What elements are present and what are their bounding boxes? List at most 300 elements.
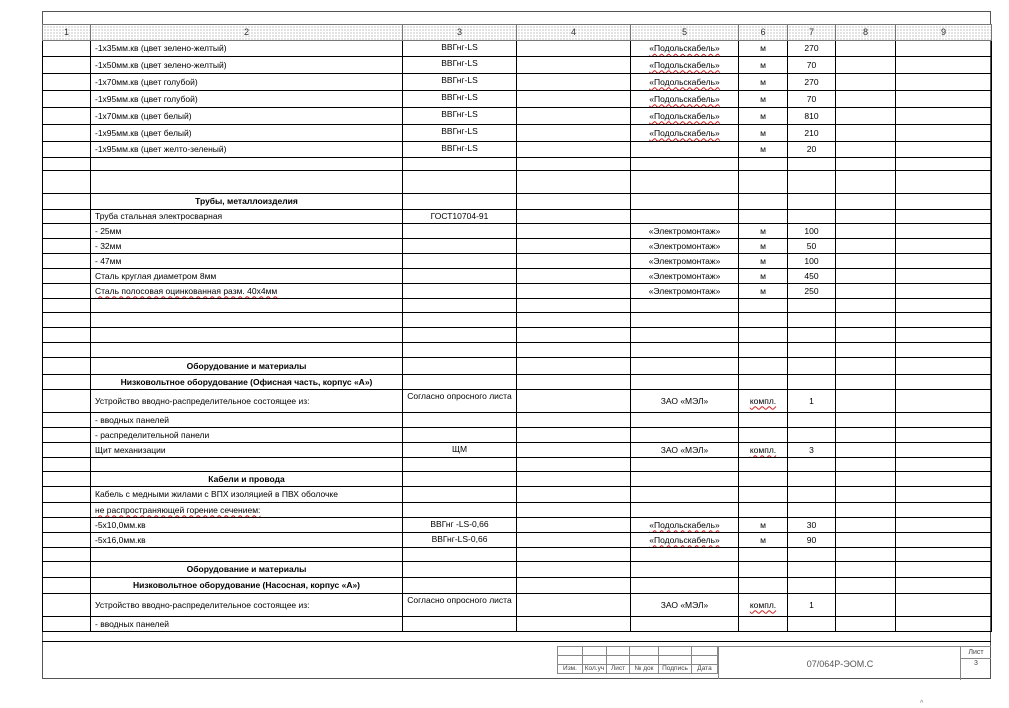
cell-position bbox=[43, 210, 91, 224]
cell-note bbox=[896, 239, 992, 254]
cell-mark bbox=[403, 487, 517, 503]
cell-note bbox=[896, 578, 992, 594]
cell-mark: ВВГнг-LS bbox=[403, 74, 517, 91]
cell-unit bbox=[739, 578, 788, 594]
table-row bbox=[43, 224, 992, 239]
cell-name: Кабель с медными жилами с ВПХ изоляцией в ПВХ оболочке bbox=[91, 487, 403, 503]
cell-maker bbox=[631, 413, 739, 428]
cell-name: -5х10,0мм.кв bbox=[91, 518, 403, 533]
stamp-label: Кол.уч bbox=[583, 665, 607, 674]
cell-qty bbox=[788, 617, 836, 632]
table-row bbox=[43, 413, 992, 428]
cell-mark bbox=[403, 413, 517, 428]
cell-code bbox=[517, 125, 631, 142]
table-row bbox=[43, 125, 992, 142]
stamp-cell bbox=[607, 647, 630, 656]
cell-name: Трубы, металлоизделия bbox=[91, 194, 403, 210]
cell-unit: компл. bbox=[739, 443, 788, 458]
cell-unit: м bbox=[739, 108, 788, 125]
table-row bbox=[43, 503, 992, 518]
cell-code bbox=[517, 158, 631, 171]
cell-position bbox=[43, 158, 91, 171]
cell-mark: ВВГнг-LS bbox=[403, 91, 517, 108]
cell-name: Оборудование и материалы bbox=[91, 358, 403, 375]
cell-code bbox=[517, 210, 631, 224]
cell-unit bbox=[739, 375, 788, 390]
cell-code bbox=[517, 428, 631, 443]
cell-note bbox=[896, 194, 992, 210]
cell-unit bbox=[739, 210, 788, 224]
cell-code bbox=[517, 533, 631, 548]
column-number-row bbox=[43, 25, 992, 41]
document-code: 07/064Р-ЭОМ.С bbox=[806, 659, 874, 669]
cell-mass bbox=[836, 617, 896, 632]
specification-body bbox=[43, 25, 992, 632]
cell-maker: «Подольскабель» bbox=[631, 91, 739, 108]
cell-mark bbox=[403, 328, 517, 343]
cell-qty bbox=[788, 158, 836, 171]
cell-mark bbox=[403, 158, 517, 171]
cell-unit: компл. bbox=[739, 390, 788, 413]
cell-maker: «Электромонтаж» bbox=[631, 224, 739, 239]
cell-code bbox=[517, 358, 631, 375]
cell-name: Низковольтное оборудование (Насосная, корпус «А») bbox=[91, 578, 403, 594]
cell-code bbox=[517, 413, 631, 428]
cell-note bbox=[896, 142, 992, 158]
cell-qty: 250 bbox=[788, 284, 836, 299]
cell-mass bbox=[836, 594, 896, 617]
cell-qty: 270 bbox=[788, 41, 836, 57]
cell-mark bbox=[403, 375, 517, 390]
cell-name: -1х95мм.кв (цвет голубой) bbox=[91, 91, 403, 108]
cell-name bbox=[91, 171, 403, 194]
table-row bbox=[43, 284, 992, 299]
table-row bbox=[43, 313, 992, 328]
cell-position bbox=[43, 57, 91, 74]
cell-mark: Согласно опросного листа bbox=[403, 594, 517, 617]
cell-code bbox=[517, 518, 631, 533]
cell-qty bbox=[788, 343, 836, 358]
cell-maker bbox=[631, 458, 739, 472]
cell-unit: м bbox=[739, 254, 788, 269]
cell-mark bbox=[403, 239, 517, 254]
cell-mass bbox=[836, 458, 896, 472]
table-row bbox=[43, 171, 992, 194]
column-number: 2 bbox=[91, 25, 403, 41]
stamp-label: № док bbox=[630, 665, 659, 674]
cell-note bbox=[896, 428, 992, 443]
table-row bbox=[43, 299, 992, 313]
cell-unit bbox=[739, 562, 788, 578]
cell-unit bbox=[739, 343, 788, 358]
cell-qty bbox=[788, 503, 836, 518]
cell-mass bbox=[836, 74, 896, 91]
cell-mark bbox=[403, 562, 517, 578]
cell-note bbox=[896, 284, 992, 299]
cell-position bbox=[43, 617, 91, 632]
cell-mass bbox=[836, 57, 896, 74]
cell-maker bbox=[631, 142, 739, 158]
cell-unit bbox=[739, 158, 788, 171]
cell-maker: «Электромонтаж» bbox=[631, 239, 739, 254]
cell-unit: м bbox=[739, 533, 788, 548]
cell-mass bbox=[836, 171, 896, 194]
cell-maker bbox=[631, 472, 739, 487]
cell-mark: ЩМ bbox=[403, 443, 517, 458]
stamp-label: Изм. bbox=[558, 665, 583, 674]
cell-note bbox=[896, 375, 992, 390]
stamp-cell bbox=[630, 647, 659, 656]
cell-mass bbox=[836, 194, 896, 210]
cell-mass bbox=[836, 313, 896, 328]
cell-maker: «Электромонтаж» bbox=[631, 254, 739, 269]
cell-position bbox=[43, 358, 91, 375]
cell-unit bbox=[739, 313, 788, 328]
table-row bbox=[43, 254, 992, 269]
cell-mass bbox=[836, 562, 896, 578]
cell-note bbox=[896, 472, 992, 487]
cell-unit: м bbox=[739, 284, 788, 299]
cell-position bbox=[43, 533, 91, 548]
corner-mark: ^ bbox=[920, 700, 924, 707]
stamp-label: Подпись bbox=[659, 665, 692, 674]
table-row bbox=[43, 343, 992, 358]
cell-qty bbox=[788, 562, 836, 578]
table-row bbox=[43, 487, 992, 503]
cell-name bbox=[91, 158, 403, 171]
stamp-cell bbox=[558, 656, 583, 665]
column-number: 9 bbox=[896, 25, 992, 41]
cell-mass bbox=[836, 503, 896, 518]
cell-code bbox=[517, 328, 631, 343]
cell-position bbox=[43, 74, 91, 91]
cell-mass bbox=[836, 428, 896, 443]
cell-mass bbox=[836, 269, 896, 284]
cell-position bbox=[43, 224, 91, 239]
cell-mass bbox=[836, 254, 896, 269]
cell-maker: ЗАО «МЭЛ» bbox=[631, 390, 739, 413]
cell-maker: «Подольскабель» bbox=[631, 41, 739, 57]
cell-name: Кабели и провода bbox=[91, 472, 403, 487]
cell-mark: ВВГнг-LS-0,66 bbox=[403, 533, 517, 548]
table-row bbox=[43, 533, 992, 548]
cell-name: - вводных панелей bbox=[91, 413, 403, 428]
cell-note bbox=[896, 328, 992, 343]
cell-note bbox=[896, 254, 992, 269]
cell-maker bbox=[631, 358, 739, 375]
cell-unit bbox=[739, 428, 788, 443]
cell-position bbox=[43, 91, 91, 108]
cell-code bbox=[517, 74, 631, 91]
cell-unit: м bbox=[739, 57, 788, 74]
cell-name: Оборудование и материалы bbox=[91, 562, 403, 578]
cell-position bbox=[43, 458, 91, 472]
cell-mass bbox=[836, 548, 896, 562]
cell-note bbox=[896, 443, 992, 458]
cell-position bbox=[43, 313, 91, 328]
cell-mass bbox=[836, 284, 896, 299]
cell-mark: ВВГнг-LS bbox=[403, 57, 517, 74]
cell-note bbox=[896, 210, 992, 224]
table-row bbox=[43, 158, 992, 171]
cell-mark: ВВГнг-LS bbox=[403, 108, 517, 125]
cell-code bbox=[517, 390, 631, 413]
cell-mark bbox=[403, 428, 517, 443]
cell-qty: 1 bbox=[788, 594, 836, 617]
cell-note bbox=[896, 108, 992, 125]
cell-maker bbox=[631, 375, 739, 390]
cell-position bbox=[43, 142, 91, 158]
cell-unit bbox=[739, 472, 788, 487]
section-row bbox=[43, 375, 992, 390]
cell-code bbox=[517, 299, 631, 313]
cell-position bbox=[43, 269, 91, 284]
cell-unit bbox=[739, 328, 788, 343]
cell-position bbox=[43, 503, 91, 518]
stamp-divider bbox=[42, 641, 991, 642]
cell-position bbox=[43, 578, 91, 594]
cell-unit: компл. bbox=[739, 594, 788, 617]
column-number: 5 bbox=[631, 25, 739, 41]
cell-maker: ЗАО «МЭЛ» bbox=[631, 594, 739, 617]
cell-code bbox=[517, 91, 631, 108]
cell-position bbox=[43, 239, 91, 254]
cell-note bbox=[896, 458, 992, 472]
cell-name: - 32мм bbox=[91, 239, 403, 254]
cell-position bbox=[43, 284, 91, 299]
cell-maker bbox=[631, 617, 739, 632]
section-row bbox=[43, 358, 992, 375]
table-row bbox=[43, 328, 992, 343]
cell-qty bbox=[788, 328, 836, 343]
cell-mass bbox=[836, 328, 896, 343]
cell-code bbox=[517, 57, 631, 74]
revision-stamp bbox=[557, 646, 718, 674]
cell-qty: 100 bbox=[788, 254, 836, 269]
cell-qty bbox=[788, 210, 836, 224]
table-row bbox=[43, 594, 992, 617]
cell-qty: 90 bbox=[788, 533, 836, 548]
cell-maker bbox=[631, 487, 739, 503]
stamp-cell bbox=[607, 656, 630, 665]
cell-unit: м bbox=[739, 74, 788, 91]
cell-name: - 47мм bbox=[91, 254, 403, 269]
table-row bbox=[43, 239, 992, 254]
cell-mass bbox=[836, 343, 896, 358]
cell-qty: 70 bbox=[788, 57, 836, 74]
stamp-row bbox=[558, 665, 718, 674]
cell-qty bbox=[788, 413, 836, 428]
cell-name: Устройство вводно-распределительное состоящее из: bbox=[91, 390, 403, 413]
cell-mark bbox=[403, 313, 517, 328]
cell-maker bbox=[631, 210, 739, 224]
sheet-number: 3 bbox=[974, 660, 978, 667]
cell-position bbox=[43, 413, 91, 428]
cell-position bbox=[43, 548, 91, 562]
cell-name bbox=[91, 328, 403, 343]
cell-qty: 50 bbox=[788, 239, 836, 254]
cell-name: Труба стальная электросварная bbox=[91, 210, 403, 224]
cell-maker bbox=[631, 548, 739, 562]
specification-table bbox=[42, 24, 992, 632]
stamp-label: Лист bbox=[607, 665, 630, 674]
table-row bbox=[43, 41, 992, 57]
cell-note bbox=[896, 91, 992, 108]
cell-qty bbox=[788, 358, 836, 375]
table-row bbox=[43, 57, 992, 74]
section-row bbox=[43, 562, 992, 578]
cell-maker: «Электромонтаж» bbox=[631, 269, 739, 284]
cell-mass bbox=[836, 472, 896, 487]
cell-mass bbox=[836, 158, 896, 171]
cell-qty: 100 bbox=[788, 224, 836, 239]
cell-position bbox=[43, 375, 91, 390]
cell-mass bbox=[836, 487, 896, 503]
cell-position bbox=[43, 443, 91, 458]
cell-position bbox=[43, 299, 91, 313]
cell-name: -1х50мм.кв (цвет зелено-желтый) bbox=[91, 57, 403, 74]
cell-name: -1х95мм.кв (цвет желто-зеленый) bbox=[91, 142, 403, 158]
cell-name bbox=[91, 313, 403, 328]
table-row bbox=[43, 142, 992, 158]
cell-note bbox=[896, 343, 992, 358]
cell-maker bbox=[631, 158, 739, 171]
stamp-cell bbox=[692, 656, 718, 665]
column-number: 6 bbox=[739, 25, 788, 41]
cell-unit: м bbox=[739, 269, 788, 284]
cell-mark bbox=[403, 171, 517, 194]
cell-unit bbox=[739, 299, 788, 313]
column-number: 7 bbox=[788, 25, 836, 41]
cell-name: - 25мм bbox=[91, 224, 403, 239]
cell-maker bbox=[631, 428, 739, 443]
cell-note bbox=[896, 594, 992, 617]
cell-unit bbox=[739, 617, 788, 632]
table-row bbox=[43, 108, 992, 125]
cell-position bbox=[43, 428, 91, 443]
cell-code bbox=[517, 108, 631, 125]
cell-mark bbox=[403, 194, 517, 210]
cell-name: -1х70мм.кв (цвет белый) bbox=[91, 108, 403, 125]
title-block bbox=[718, 646, 991, 679]
cell-code bbox=[517, 578, 631, 594]
cell-unit bbox=[739, 487, 788, 503]
cell-unit: м bbox=[739, 41, 788, 57]
cell-code bbox=[517, 343, 631, 358]
cell-name bbox=[91, 343, 403, 358]
cell-mass bbox=[836, 358, 896, 375]
cell-position bbox=[43, 41, 91, 57]
cell-unit: м bbox=[739, 91, 788, 108]
cell-mark bbox=[403, 578, 517, 594]
cell-position bbox=[43, 171, 91, 194]
stamp-row bbox=[558, 647, 718, 656]
cell-maker: ЗАО «МЭЛ» bbox=[631, 443, 739, 458]
table-row bbox=[43, 74, 992, 91]
cell-mark bbox=[403, 472, 517, 487]
cell-unit bbox=[739, 503, 788, 518]
cell-note bbox=[896, 518, 992, 533]
cell-code bbox=[517, 458, 631, 472]
stamp-label: Дата bbox=[692, 665, 718, 674]
cell-mass bbox=[836, 413, 896, 428]
cell-mass bbox=[836, 443, 896, 458]
cell-maker: «Подольскабель» bbox=[631, 533, 739, 548]
table-row bbox=[43, 518, 992, 533]
cell-position bbox=[43, 487, 91, 503]
stamp-row bbox=[558, 656, 718, 665]
cell-position bbox=[43, 472, 91, 487]
cell-unit bbox=[739, 413, 788, 428]
cell-position bbox=[43, 328, 91, 343]
cell-mass bbox=[836, 390, 896, 413]
cell-qty: 450 bbox=[788, 269, 836, 284]
cell-mark bbox=[403, 458, 517, 472]
cell-maker bbox=[631, 343, 739, 358]
cell-unit bbox=[739, 194, 788, 210]
cell-name: Устройство вводно-распределительное состоящее из: bbox=[91, 594, 403, 617]
cell-qty bbox=[788, 171, 836, 194]
column-number: 4 bbox=[517, 25, 631, 41]
cell-mark: ВВГнг-LS bbox=[403, 142, 517, 158]
table-row bbox=[43, 91, 992, 108]
cell-name: Сталь круглая диаметром 8мм bbox=[91, 269, 403, 284]
cell-mark: ВВГнг-LS bbox=[403, 125, 517, 142]
cell-code bbox=[517, 548, 631, 562]
table-row bbox=[43, 458, 992, 472]
cell-qty: 270 bbox=[788, 74, 836, 91]
cell-maker: «Подольскабель» bbox=[631, 108, 739, 125]
cell-code bbox=[517, 284, 631, 299]
cell-position bbox=[43, 194, 91, 210]
cell-code bbox=[517, 472, 631, 487]
cell-unit bbox=[739, 548, 788, 562]
cell-code bbox=[517, 41, 631, 57]
cell-mark: ВВГнг -LS-0,66 bbox=[403, 518, 517, 533]
cell-qty bbox=[788, 487, 836, 503]
section-row bbox=[43, 578, 992, 594]
cell-maker bbox=[631, 171, 739, 194]
cell-note bbox=[896, 224, 992, 239]
cell-maker: «Подольскабель» bbox=[631, 518, 739, 533]
cell-position bbox=[43, 108, 91, 125]
cell-code bbox=[517, 194, 631, 210]
cell-unit bbox=[739, 171, 788, 194]
section-row bbox=[43, 194, 992, 210]
stamp-cell bbox=[659, 656, 692, 665]
section-row bbox=[43, 472, 992, 487]
cell-position bbox=[43, 125, 91, 142]
cell-note bbox=[896, 41, 992, 57]
cell-unit bbox=[739, 458, 788, 472]
cell-unit bbox=[739, 358, 788, 375]
cell-mark bbox=[403, 224, 517, 239]
table-row bbox=[43, 617, 992, 632]
cell-code bbox=[517, 594, 631, 617]
cell-mass bbox=[836, 125, 896, 142]
cell-code bbox=[517, 443, 631, 458]
stamp-cell bbox=[558, 647, 583, 656]
cell-qty: 810 bbox=[788, 108, 836, 125]
cell-unit: м bbox=[739, 518, 788, 533]
cell-note bbox=[896, 74, 992, 91]
cell-note bbox=[896, 358, 992, 375]
cell-qty: 1 bbox=[788, 390, 836, 413]
cell-note bbox=[896, 57, 992, 74]
table-row bbox=[43, 428, 992, 443]
cell-mass bbox=[836, 224, 896, 239]
cell-mass bbox=[836, 299, 896, 313]
